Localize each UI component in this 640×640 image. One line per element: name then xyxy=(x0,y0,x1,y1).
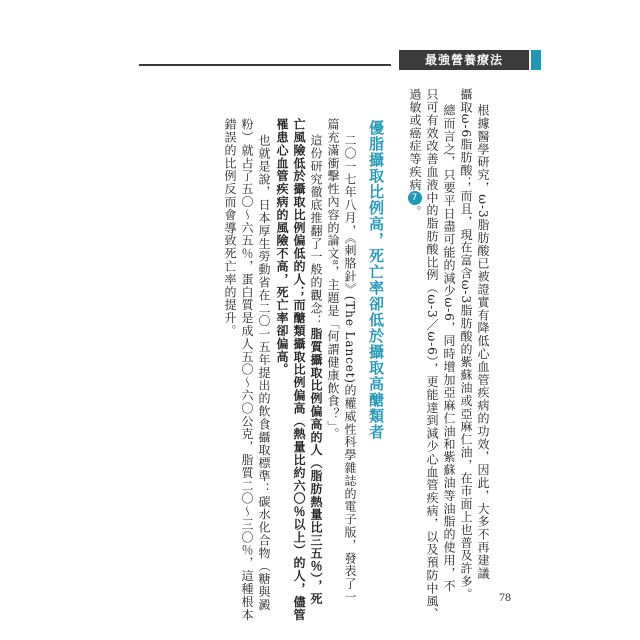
header-title: 最強營養療法 xyxy=(399,50,529,70)
emphasis-line: 罹患心血管疾病的風險不高，死亡率卻偏高。 xyxy=(275,118,289,376)
text-line: 二〇一七年八月，《刺胳針》(The Lancet)的權威性科學雜誌的電子版，發表了一 xyxy=(343,134,357,604)
text-segment: 過敏或癌症等疾病 xyxy=(408,88,422,192)
header-rule xyxy=(139,64,391,66)
text-line: 只可有效改善血液中的脂肪酸比例（ω-3／ω-6），更能達到減少心血管疾病，以及預防中風、 xyxy=(425,88,439,621)
text-line: 篇充滿衝擊性內容的論文⁸，主題是「何謂健康飲食？」。 xyxy=(326,118,340,441)
text-segment: 。 xyxy=(408,205,422,219)
page-number: 78 xyxy=(499,590,511,604)
running-header xyxy=(139,46,541,72)
emphasis-text: 脂質攝取比例偏高的人（脂肪熱量比三五％），死 xyxy=(309,327,323,606)
header-accent-tab xyxy=(531,50,541,70)
text-segment: 這份研究徹底推翻了一般的觀念： xyxy=(309,134,323,328)
section-heading: 優脂攝取比例高，死亡率卻低於攝取高醣類者 xyxy=(367,120,385,440)
text-line: 根據醫學研究，ω-3脂肪酸已被證實有降低心血管疾病的功效，因此，大多不再建議 xyxy=(476,104,490,580)
emphasis-line: 亡風險低於攝取比例偏低的人；而醣類攝取比例偏高（熱量比約六〇％以上）的人，儘管 xyxy=(292,118,306,622)
text-line: 也就是說，日本厚生勞動省在二〇一五年提出的飲食攝取標準：碳水化合物（糖與澱 xyxy=(257,134,271,612)
text-line xyxy=(309,134,323,606)
text-line: 錯誤的比例反而會導致死亡率的提升。 xyxy=(223,118,237,338)
text-line: 攝取ω-6脂肪酸；而且，現在富含ω-3脂肪酸的紫蘇油或亞麻仁油，在市面上也普及許多。 xyxy=(459,88,473,601)
text-line: 總而言之，只要平日盡可能的減少ω-6，同時增加亞麻仁油和紫蘇油等油脂的使用，不 xyxy=(442,104,456,593)
citation-marker: 7 xyxy=(408,191,422,205)
text-line: 粉）就占了五〇～六五％，蛋白質是成人五〇～六〇公克，脂質二〇～三〇％，這種根本 xyxy=(240,118,254,622)
text-line xyxy=(408,88,422,558)
